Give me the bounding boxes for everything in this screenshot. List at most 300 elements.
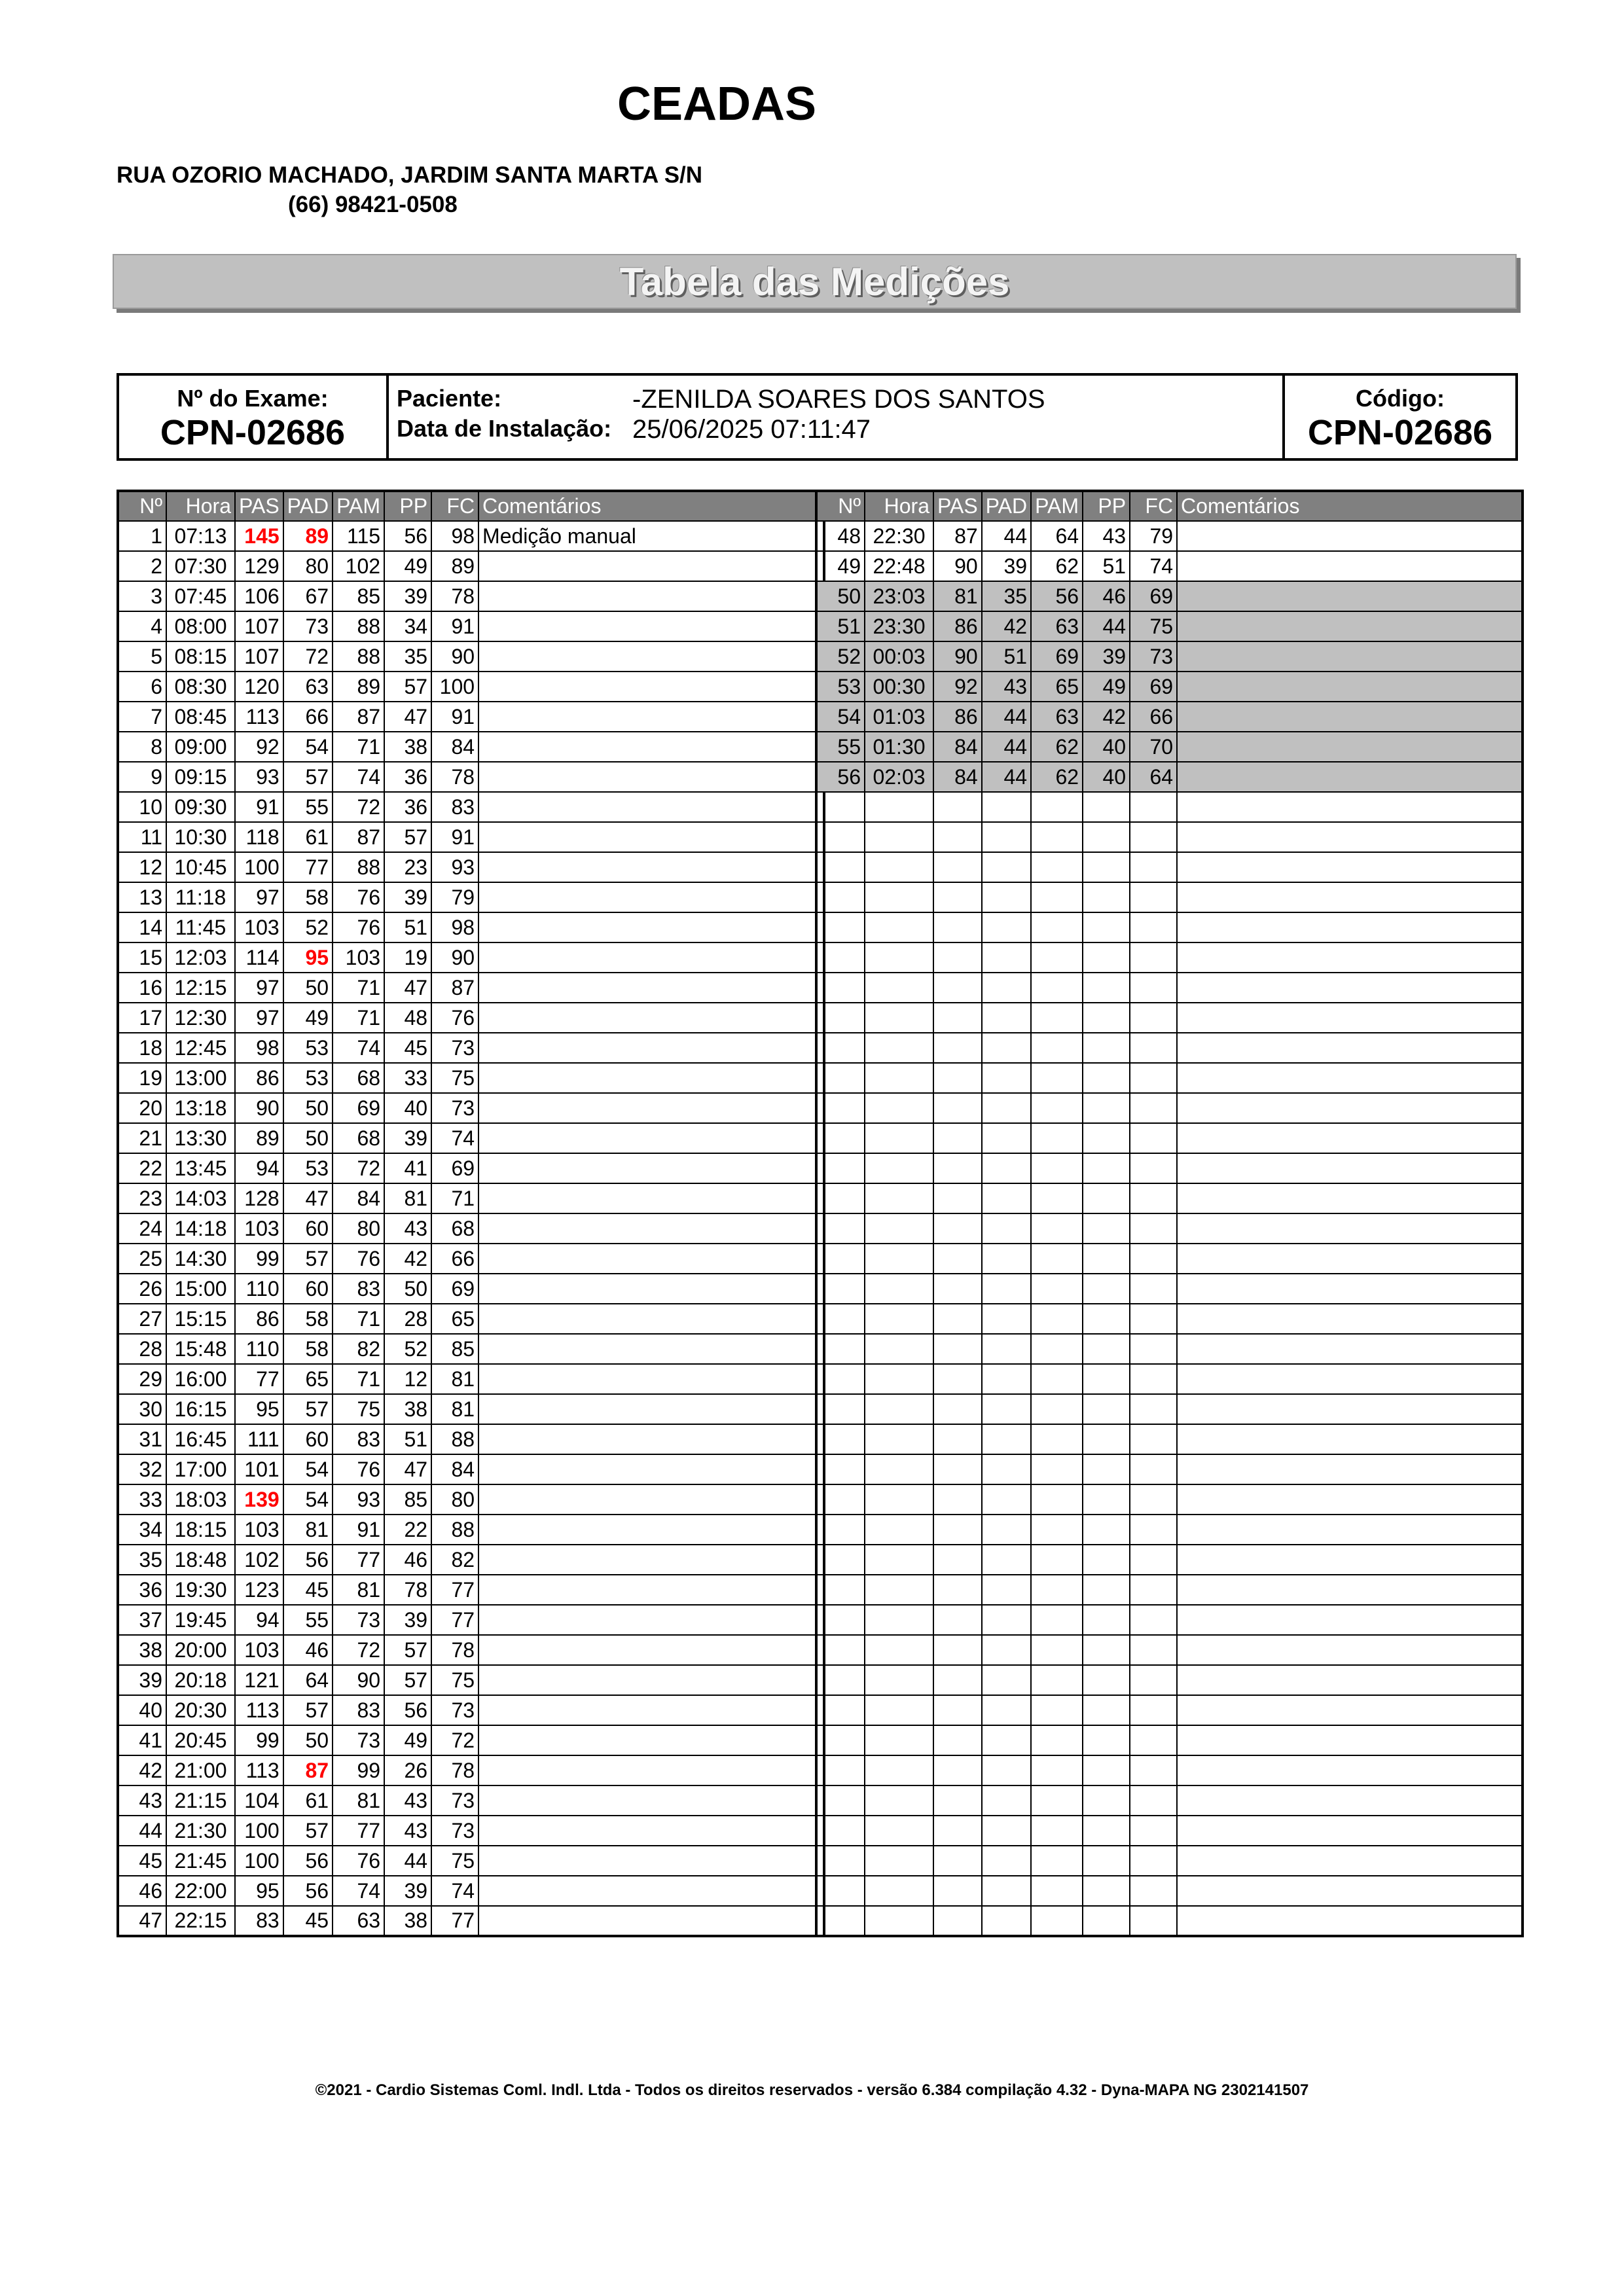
- empty-table-row: [816, 1153, 1523, 1183]
- cell-n: 35: [118, 1545, 166, 1575]
- section-banner: [113, 254, 1517, 309]
- cell-pp: 49: [384, 551, 431, 581]
- empty-cell: [1031, 1244, 1083, 1274]
- empty-cell: [982, 1123, 1031, 1153]
- empty-cell: [816, 1424, 865, 1454]
- cell-pas: 123: [235, 1575, 283, 1605]
- empty-cell: [1083, 1575, 1130, 1605]
- cell-pam: 76: [333, 1846, 384, 1876]
- empty-cell: [865, 1123, 933, 1153]
- cell-pam: 81: [333, 1785, 384, 1816]
- empty-cell: [865, 1093, 933, 1123]
- cell-fc: 65: [431, 1304, 478, 1334]
- empty-cell: [816, 1876, 865, 1906]
- cell-pas: 113: [235, 1755, 283, 1785]
- cell-pas: 86: [933, 611, 982, 641]
- cell-pam: 88: [333, 611, 384, 641]
- cell-pas: 103: [235, 1515, 283, 1545]
- cell-pam: 84: [333, 1183, 384, 1213]
- cell-hora: 15:15: [166, 1304, 235, 1334]
- table-row: [816, 672, 1523, 702]
- cell-pad: 54: [283, 1454, 333, 1484]
- cell-n: 23: [118, 1183, 166, 1213]
- empty-cell: [1031, 1394, 1083, 1424]
- cell-pad: 53: [283, 1033, 333, 1063]
- cell-pam: 80: [333, 1213, 384, 1244]
- empty-cell: [865, 1575, 933, 1605]
- cell-pp: 57: [384, 1635, 431, 1665]
- cell-fc: 78: [431, 1755, 478, 1785]
- empty-cell: [933, 852, 982, 882]
- cell-hora: 15:00: [166, 1274, 235, 1304]
- cell-pas: 86: [235, 1063, 283, 1093]
- empty-cell: [933, 1695, 982, 1725]
- cell-pad: 60: [283, 1274, 333, 1304]
- empty-cell: [865, 1484, 933, 1515]
- empty-cell: [1177, 1063, 1523, 1093]
- empty-cell: [865, 1334, 933, 1364]
- empty-cell: [1130, 792, 1177, 822]
- cell-pad: 45: [283, 1575, 333, 1605]
- empty-cell: [865, 1244, 933, 1274]
- cell-pp: 35: [384, 641, 431, 672]
- empty-cell: [816, 1213, 865, 1244]
- empty-cell: [1083, 973, 1130, 1003]
- empty-table-row: [816, 1545, 1523, 1575]
- cell-fc: 75: [431, 1665, 478, 1695]
- empty-cell: [1130, 1394, 1177, 1424]
- empty-cell: [933, 1846, 982, 1876]
- empty-cell: [1031, 1424, 1083, 1454]
- cell-n: 32: [118, 1454, 166, 1484]
- empty-cell: [1031, 1364, 1083, 1394]
- empty-cell: [982, 1665, 1031, 1695]
- exam-number-label: Nº do Exame:: [177, 385, 329, 412]
- cell-fc: 77: [431, 1906, 478, 1936]
- empty-cell: [933, 1906, 982, 1936]
- table-row: [118, 611, 824, 641]
- cell-pas: 121: [235, 1665, 283, 1695]
- empty-cell: [1177, 1906, 1523, 1936]
- cell-pas: 114: [235, 942, 283, 973]
- cell-com: [1177, 702, 1523, 732]
- exam-number-cell: [119, 376, 389, 458]
- cell-com: [478, 1605, 824, 1635]
- empty-cell: [1083, 1093, 1130, 1123]
- cell-pam: 74: [333, 762, 384, 792]
- cell-n: 20: [118, 1093, 166, 1123]
- empty-cell: [1083, 1755, 1130, 1785]
- cell-n: 15: [118, 942, 166, 973]
- cell-com: [478, 1364, 824, 1394]
- table-row: [118, 1003, 824, 1033]
- empty-cell: [816, 973, 865, 1003]
- cell-pad: 60: [283, 1424, 333, 1454]
- empty-cell: [1177, 973, 1523, 1003]
- empty-cell: [933, 1364, 982, 1394]
- empty-cell: [1130, 1304, 1177, 1334]
- cell-pp: 39: [384, 1876, 431, 1906]
- cell-pad: 45: [283, 1906, 333, 1936]
- empty-cell: [865, 1304, 933, 1334]
- cell-pad: 64: [283, 1665, 333, 1695]
- empty-cell: [982, 1515, 1031, 1545]
- cell-com: [478, 1575, 824, 1605]
- empty-cell: [1031, 1605, 1083, 1635]
- cell-com: [478, 1274, 824, 1304]
- empty-cell: [865, 1695, 933, 1725]
- empty-cell: [816, 822, 865, 852]
- cell-pam: 71: [333, 973, 384, 1003]
- cell-pad: 43: [982, 672, 1031, 702]
- cell-pad: 35: [982, 581, 1031, 611]
- cell-pad: 54: [283, 732, 333, 762]
- empty-cell: [933, 1394, 982, 1424]
- empty-cell: [933, 942, 982, 973]
- cell-pas: 97: [235, 973, 283, 1003]
- empty-cell: [1031, 1033, 1083, 1063]
- empty-table-row: [816, 1334, 1523, 1364]
- cell-pam: 71: [333, 1364, 384, 1394]
- table-row: [118, 1605, 824, 1635]
- empty-cell: [816, 1846, 865, 1876]
- cell-pam: 72: [333, 1635, 384, 1665]
- cell-fc: 66: [1130, 702, 1177, 732]
- empty-cell: [1031, 1153, 1083, 1183]
- cell-pam: 68: [333, 1123, 384, 1153]
- cell-pas: 84: [933, 762, 982, 792]
- empty-cell: [1031, 792, 1083, 822]
- cell-com: [1177, 581, 1523, 611]
- empty-cell: [1083, 882, 1130, 912]
- empty-cell: [1031, 1304, 1083, 1334]
- empty-cell: [1083, 1454, 1130, 1484]
- table-row: [816, 611, 1523, 641]
- cell-n: 8: [118, 732, 166, 762]
- table-row: [118, 1575, 824, 1605]
- empty-cell: [1031, 1755, 1083, 1785]
- empty-cell: [1031, 1876, 1083, 1906]
- cell-pad: 61: [283, 822, 333, 852]
- cell-com: [478, 1213, 824, 1244]
- cell-pam: 99: [333, 1755, 384, 1785]
- cell-pp: 43: [1083, 521, 1130, 551]
- table-row: [118, 521, 824, 551]
- cell-pad: 56: [283, 1876, 333, 1906]
- empty-cell: [1130, 1003, 1177, 1033]
- cell-pad: 51: [982, 641, 1031, 672]
- empty-cell: [933, 1334, 982, 1364]
- cell-hora: 16:00: [166, 1364, 235, 1394]
- empty-cell: [816, 1304, 865, 1334]
- empty-cell: [1177, 1244, 1523, 1274]
- cell-pas: 95: [235, 1394, 283, 1424]
- patient-name: -ZENILDA SOARES DOS SANTOS: [632, 385, 1045, 414]
- table-row: [118, 1695, 824, 1725]
- empty-cell: [1031, 1665, 1083, 1695]
- column-header: PAD: [982, 491, 1031, 521]
- cell-pad: 44: [982, 521, 1031, 551]
- cell-fc: 83: [431, 792, 478, 822]
- cell-fc: 91: [431, 702, 478, 732]
- empty-cell: [865, 1033, 933, 1063]
- cell-n: 33: [118, 1484, 166, 1515]
- cell-pam: 63: [1031, 611, 1083, 641]
- empty-cell: [982, 852, 1031, 882]
- cell-pad: 65: [283, 1364, 333, 1394]
- cell-pad: 50: [283, 1725, 333, 1755]
- cell-hora: 20:30: [166, 1695, 235, 1725]
- cell-pad: 46: [283, 1635, 333, 1665]
- empty-cell: [865, 1635, 933, 1665]
- cell-com: [1177, 732, 1523, 762]
- cell-n: 25: [118, 1244, 166, 1274]
- table-row: [118, 1244, 824, 1274]
- cell-pp: 47: [384, 702, 431, 732]
- empty-table-row: [816, 1575, 1523, 1605]
- cell-com: [478, 641, 824, 672]
- cell-fc: 75: [431, 1063, 478, 1093]
- empty-cell: [982, 1605, 1031, 1635]
- empty-cell: [982, 1183, 1031, 1213]
- column-header: Nº: [816, 491, 865, 521]
- cell-pam: 74: [333, 1876, 384, 1906]
- empty-cell: [1031, 1816, 1083, 1846]
- column-header: PP: [1083, 491, 1130, 521]
- empty-cell: [933, 1213, 982, 1244]
- empty-cell: [816, 1123, 865, 1153]
- cell-com: [478, 912, 824, 942]
- empty-cell: [982, 1213, 1031, 1244]
- empty-cell: [1083, 1244, 1130, 1274]
- cell-com: [478, 1424, 824, 1454]
- cell-hora: 01:30: [865, 732, 933, 762]
- cell-pad: 57: [283, 1695, 333, 1725]
- cell-com: [478, 1454, 824, 1484]
- cell-fc: 69: [431, 1153, 478, 1183]
- empty-cell: [982, 1484, 1031, 1515]
- table-row: [118, 1635, 824, 1665]
- cell-pas: 97: [235, 882, 283, 912]
- cell-fc: 66: [431, 1244, 478, 1274]
- column-header: PAS: [933, 491, 982, 521]
- table-row: [118, 973, 824, 1003]
- cell-n: 55: [816, 732, 865, 762]
- cell-pam: 63: [1031, 702, 1083, 732]
- empty-cell: [982, 1695, 1031, 1725]
- table-row: [816, 581, 1523, 611]
- cell-n: 41: [118, 1725, 166, 1755]
- cell-pad: 50: [283, 1093, 333, 1123]
- cell-com: [1177, 521, 1523, 551]
- cell-n: 9: [118, 762, 166, 792]
- cell-n: 13: [118, 882, 166, 912]
- empty-cell: [933, 1424, 982, 1454]
- cell-com: [1177, 611, 1523, 641]
- column-header: PAD: [283, 491, 333, 521]
- cell-hora: 19:45: [166, 1605, 235, 1635]
- cell-pad: 67: [283, 581, 333, 611]
- empty-cell: [865, 792, 933, 822]
- empty-cell: [1130, 1123, 1177, 1153]
- table-header-row: [816, 491, 1523, 521]
- cell-n: 3: [118, 581, 166, 611]
- empty-cell: [1083, 1153, 1130, 1183]
- empty-cell: [865, 1846, 933, 1876]
- empty-cell: [982, 1755, 1031, 1785]
- cell-hora: 21:00: [166, 1755, 235, 1785]
- column-header: Nº: [118, 491, 166, 521]
- cell-pad: 89: [283, 521, 333, 551]
- cell-pas: 118: [235, 822, 283, 852]
- empty-cell: [933, 1515, 982, 1545]
- cell-pas: 94: [235, 1153, 283, 1183]
- cell-pp: 43: [384, 1816, 431, 1846]
- cell-pad: 57: [283, 1244, 333, 1274]
- cell-hora: 12:30: [166, 1003, 235, 1033]
- cell-pam: 62: [1031, 732, 1083, 762]
- empty-cell: [1177, 912, 1523, 942]
- cell-hora: 22:15: [166, 1906, 235, 1936]
- cell-pam: 76: [333, 882, 384, 912]
- empty-cell: [1083, 1304, 1130, 1334]
- empty-cell: [1130, 973, 1177, 1003]
- table-row: [118, 1665, 824, 1695]
- empty-cell: [865, 1274, 933, 1304]
- empty-cell: [1177, 1424, 1523, 1454]
- cell-pas: 102: [235, 1545, 283, 1575]
- empty-cell: [1083, 1274, 1130, 1304]
- empty-cell: [1177, 1364, 1523, 1394]
- cell-n: 17: [118, 1003, 166, 1033]
- empty-cell: [1031, 973, 1083, 1003]
- empty-table-row: [816, 1003, 1523, 1033]
- empty-cell: [1083, 1695, 1130, 1725]
- cell-pas: 110: [235, 1274, 283, 1304]
- empty-cell: [865, 882, 933, 912]
- cell-n: 4: [118, 611, 166, 641]
- table-row: [118, 792, 824, 822]
- cell-pas: 104: [235, 1785, 283, 1816]
- empty-cell: [1130, 1816, 1177, 1846]
- cell-hora: 02:03: [865, 762, 933, 792]
- cell-pp: 39: [384, 882, 431, 912]
- cell-n: 26: [118, 1274, 166, 1304]
- empty-cell: [933, 1454, 982, 1484]
- empty-cell: [816, 1665, 865, 1695]
- table-row: [118, 822, 824, 852]
- empty-cell: [1083, 1123, 1130, 1153]
- cell-pas: 87: [933, 521, 982, 551]
- empty-cell: [1083, 1334, 1130, 1364]
- cell-n: 11: [118, 822, 166, 852]
- cell-com: [478, 792, 824, 822]
- empty-cell: [865, 1545, 933, 1575]
- cell-hora: 07:30: [166, 551, 235, 581]
- cell-hora: 09:30: [166, 792, 235, 822]
- cell-n: 22: [118, 1153, 166, 1183]
- cell-hora: 13:18: [166, 1093, 235, 1123]
- cell-pas: 89: [235, 1123, 283, 1153]
- empty-table-row: [816, 1033, 1523, 1063]
- cell-fc: 72: [431, 1725, 478, 1755]
- cell-pam: 90: [333, 1665, 384, 1695]
- empty-cell: [933, 1183, 982, 1213]
- cell-pas: 106: [235, 581, 283, 611]
- patient-cell: [389, 376, 1285, 458]
- cell-pad: 44: [982, 732, 1031, 762]
- cell-pp: 39: [1083, 641, 1130, 672]
- cell-com: [478, 581, 824, 611]
- cell-pam: 82: [333, 1334, 384, 1364]
- empty-cell: [1130, 1213, 1177, 1244]
- cell-pas: 107: [235, 641, 283, 672]
- cell-fc: 78: [431, 581, 478, 611]
- cell-pp: 42: [1083, 702, 1130, 732]
- cell-com: [478, 852, 824, 882]
- cell-hora: 22:00: [166, 1876, 235, 1906]
- cell-pas: 90: [933, 641, 982, 672]
- table-row: [118, 1123, 824, 1153]
- empty-cell: [982, 882, 1031, 912]
- table-row: [118, 912, 824, 942]
- cell-pad: 53: [283, 1063, 333, 1093]
- empty-cell: [816, 1515, 865, 1545]
- empty-cell: [865, 1785, 933, 1816]
- table-row: [816, 551, 1523, 581]
- cell-n: 30: [118, 1394, 166, 1424]
- empty-cell: [933, 912, 982, 942]
- cell-hora: 08:00: [166, 611, 235, 641]
- empty-cell: [1031, 1575, 1083, 1605]
- cell-pam: 74: [333, 1033, 384, 1063]
- cell-pad: 54: [283, 1484, 333, 1515]
- table-row: [118, 852, 824, 882]
- cell-n: 48: [816, 521, 865, 551]
- table-row: [118, 882, 824, 912]
- empty-cell: [1130, 1153, 1177, 1183]
- empty-cell: [1130, 1334, 1177, 1364]
- empty-cell: [1177, 822, 1523, 852]
- cell-pam: 77: [333, 1816, 384, 1846]
- table-row: [118, 1033, 824, 1063]
- empty-cell: [1177, 1484, 1523, 1515]
- cell-hora: 14:18: [166, 1213, 235, 1244]
- cell-com: [478, 1304, 824, 1334]
- table-row: [118, 1334, 824, 1364]
- cell-hora: 08:30: [166, 672, 235, 702]
- cell-hora: 17:00: [166, 1454, 235, 1484]
- empty-table-row: [816, 792, 1523, 822]
- empty-cell: [933, 1876, 982, 1906]
- empty-cell: [1177, 1755, 1523, 1785]
- cell-hora: 19:30: [166, 1575, 235, 1605]
- cell-hora: 20:00: [166, 1635, 235, 1665]
- empty-cell: [865, 942, 933, 973]
- cell-fc: 90: [431, 942, 478, 973]
- table-row: [118, 1785, 824, 1816]
- cell-pp: 52: [384, 1334, 431, 1364]
- install-date-value: 25/06/2025 07:11:47: [632, 415, 871, 444]
- cell-pad: 95: [283, 942, 333, 973]
- empty-cell: [1130, 882, 1177, 912]
- empty-cell: [1177, 1635, 1523, 1665]
- cell-pad: 66: [283, 702, 333, 732]
- empty-table-row: [816, 1364, 1523, 1394]
- empty-table-row: [816, 912, 1523, 942]
- empty-table-row: [816, 1274, 1523, 1304]
- empty-cell: [865, 852, 933, 882]
